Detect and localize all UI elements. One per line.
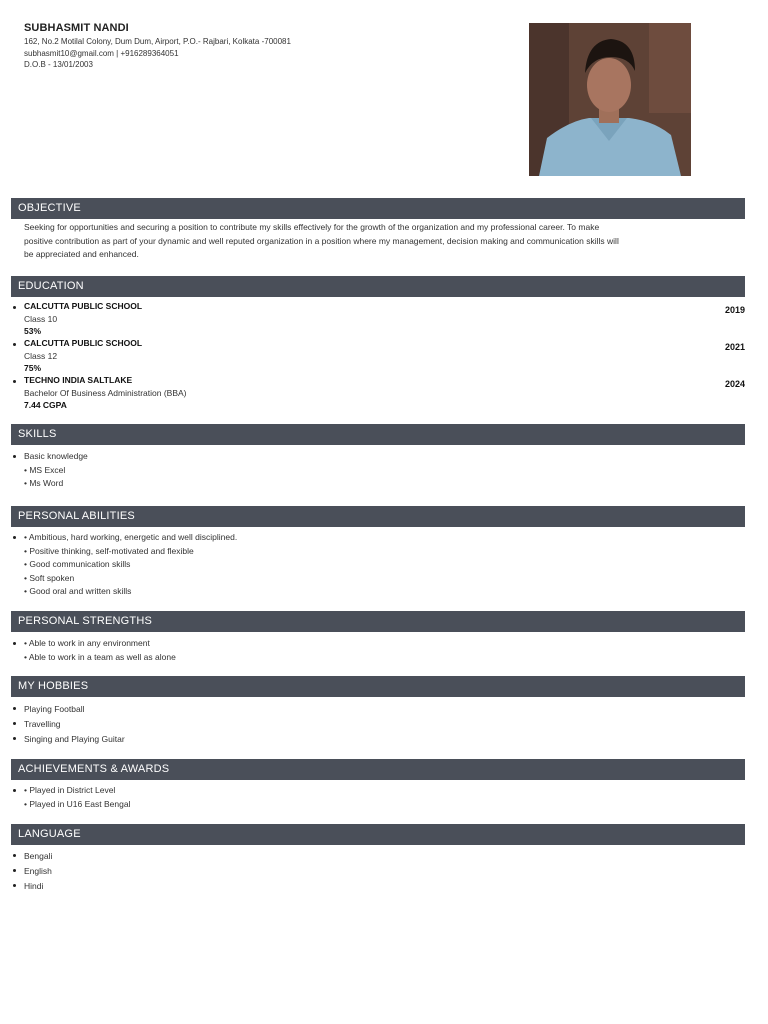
achievements-list: [11, 784, 130, 811]
strengths-header: PERSONAL STRENGTHS: [11, 611, 745, 632]
hobby-item: Singing and Playing Guitar: [24, 734, 125, 744]
education-year: 2024: [724, 379, 745, 389]
list-item: [11, 879, 52, 894]
language-item: Bengali: [24, 851, 53, 861]
hobby-item: Travelling: [24, 719, 61, 729]
hobby-item: Playing Football: [24, 704, 85, 714]
language-item: Hindi: [24, 881, 44, 891]
hobbies-list: [11, 702, 125, 747]
hobbies-header: MY HOBBIES: [11, 676, 745, 697]
ability-line: • Ambitious, hard working, energetic and well disciplined.: [24, 532, 238, 542]
skill-main: Basic knowledge: [24, 451, 88, 461]
achievement-line: • Played in U16 East Bengal: [24, 798, 131, 809]
skill-sub: • Ms Word: [24, 478, 64, 488]
list-item: [11, 531, 237, 599]
achievement-line: • Played in District Level: [24, 785, 116, 795]
language-item: English: [24, 866, 52, 876]
ability-line: • Good communication skills: [24, 559, 131, 569]
list-item: [11, 864, 52, 879]
objective-text: [24, 221, 724, 262]
ability-line: • Good oral and written skills: [24, 586, 132, 596]
objective-header: OBJECTIVE: [11, 198, 745, 219]
education-score: 75%: [24, 363, 42, 373]
education-score: 53%: [24, 326, 42, 336]
list-item: [11, 637, 176, 664]
list-item: [11, 702, 125, 717]
skill-sub: • MS Excel: [24, 464, 66, 475]
school-name: CALCUTTA PUBLIC SCHOOL: [24, 301, 143, 311]
ability-line: • Positive thinking, self-motivated and flexible: [24, 545, 194, 556]
objective-line: be appreciated and enhanced.: [24, 249, 139, 259]
abilities-header: PERSONAL ABILITIES: [11, 506, 745, 527]
objective-line: Seeking for opportunities and securing a position to contribute my skills effectively for the growth of the organization and my professional career. To make: [24, 222, 600, 232]
strengths-list: [11, 637, 176, 664]
skills-list: [11, 450, 88, 491]
education-year: 2021: [724, 342, 745, 352]
school-name: CALCUTTA PUBLIC SCHOOL: [24, 338, 143, 348]
education-year: 2019: [724, 305, 745, 315]
education-score: 7.44 CGPA: [24, 400, 67, 410]
list-item: [11, 784, 130, 811]
dob-line: D.O.B - 13/01/2003: [24, 60, 93, 69]
contact-line: subhasmit10@gmail.com | +916289364051: [24, 48, 179, 58]
list-item: [11, 732, 125, 747]
education-header: EDUCATION: [11, 276, 745, 297]
achievements-header: ACHIEVEMENTS & AWARDS: [11, 759, 745, 780]
address-line: 162, No.2 Motilal Colony, Dum Dum, Airport, P.O.- Rajbari, Kolkata -700081: [24, 37, 291, 46]
candidate-name: SUBHASMIT NANDI: [24, 22, 129, 34]
list-item: [11, 717, 125, 732]
profile-photo: [529, 23, 691, 176]
education-level: Class 10: [24, 314, 58, 324]
list-item: [11, 450, 88, 491]
school-name: TECHNO INDIA SALTLAKE: [24, 375, 133, 385]
profile-photo-illustration: [529, 23, 691, 176]
strength-line: • Able to work in a team as well as alone: [24, 651, 176, 662]
language-header: LANGUAGE: [11, 824, 745, 845]
education-level: Bachelor Of Business Administration (BBA): [24, 388, 187, 398]
objective-line: positive contribution as part of your dynamic and well reputed organization in a position where my management, decision making and communication skills will: [24, 235, 619, 246]
language-list: [11, 849, 52, 894]
ability-line: • Soft spoken: [24, 572, 75, 583]
abilities-list: [11, 531, 237, 599]
strength-line: • Able to work in any environment: [24, 638, 150, 648]
resume-header: [24, 22, 291, 71]
skills-header: SKILLS: [11, 424, 745, 445]
list-item: [11, 849, 52, 864]
education-level: Class 12: [24, 351, 58, 361]
